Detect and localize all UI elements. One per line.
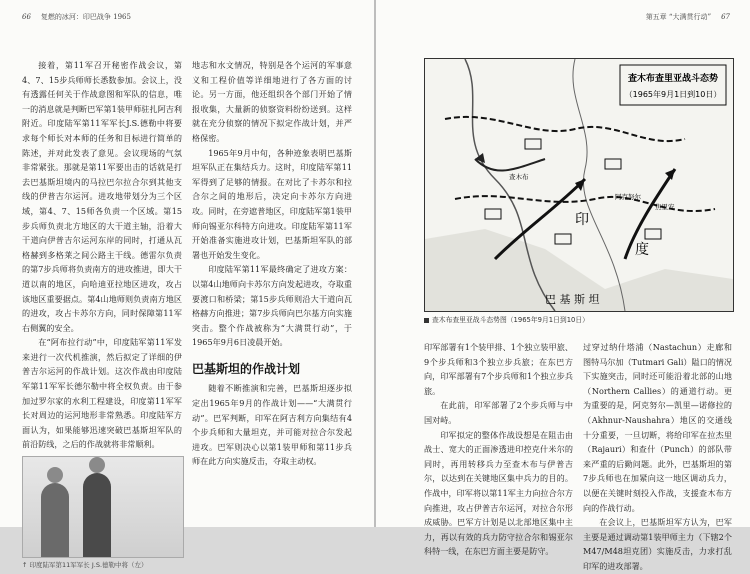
photo-caption: ↑ 印度陆军第11军军长 J.S.德勒中将（左） (22, 561, 148, 570)
left-column-1 (22, 58, 182, 570)
paragraph: 接着，第11军召开秘密作战会议，第4、7、15步兵师师长悉数参加。会议上，没有透露任何关于作战意图和军队的信息，唯一的消息就是判断巴军第1装甲师驻扎阿吉利附近。印度陆军第11军军长J.S.德勒中将要求每个师长对本师的任务和目标进行简单的陈述，并对此发表了意见。会议现场的气氛非常紧张。那就是第11军要出击的话就是打去巴基斯坦境内的马拉巴尔拉合尔到其他支线的伊普吉尔运河。进攻地带划分为三个区域，第4、7、15师各负责一个区域。第15步兵师负责北方地区的大干道主轴，沿着大干道向伊普吉尔运河东岸的同时，打通从瓦格赫到多格莱之间公路主干线。德雷尔负责的第7步兵师将负责南方的进攻推进，即大干道以南的地区，向哈迪亚拉地区进攻，攻占该地区重要据点。第4山地师则负责南方地区的进攻，攻占卡苏尔方向，同时保障第11军右侧翼的安全。 (22, 60, 182, 333)
right-page-number: 67 (721, 13, 730, 21)
map-subtitle: （1965年9月1日到10日） (624, 90, 722, 99)
right-column-1 (424, 340, 573, 574)
label-chaab: 查木布 (509, 173, 529, 181)
paragraph: 过穿过纳什塔浦（Nastachun）走廊和图特马尔加（Tutmari Gali）隘口的情况下实施突击，同时还可能沿着北部的山地（Northern Callies）的通道行动。更为重要的是，阿克努尔—凯里—诺修拉的（Akhnur-Naushahra）地区的交通线十分重要，一旦切断，将给印军在拉杰里（Rajauri）和查什（Punch）的部队带来严重的后勤问题。此外，巴基斯坦的第7步兵师也在加紧向这一地区调动兵力，以便在关键时刻投入作战，支援查木布方向的作战行动。 (583, 342, 732, 513)
map-title: 查木布查里亚战斗态势 (627, 74, 719, 84)
commander-photo (22, 456, 184, 558)
paragraph: 印军部署有1个装甲排、1个独立装甲旅、9个步兵师和3个独立步兵旅；在东巴方向，印军部署有7个步兵师和1个独立步兵旅。 (424, 342, 573, 396)
figure-left (41, 483, 69, 557)
left-header (22, 12, 131, 22)
paragraph: 1965年9月中旬，各种迹象表明巴基斯坦军队正在集结兵力。这时，印度陆军第11军得到了足够的情报。在对比了卡苏尔和拉合尔之间的地形后，决定向卡苏尔方向进攻。同时，在旁遮普地区，印度陆军第1装甲师向锡亚尔科特方向进攻。印度陆军第11军开始准备实施进攻计划，巴基斯坦军队的部署也开始发生变化。 (192, 147, 352, 260)
label-du: 度 (635, 242, 649, 258)
right-column-2 (583, 340, 732, 574)
right-page (376, 0, 750, 571)
map-caption-text: 查木布查里亚战斗态势图（1965年9月1日到10日） (432, 316, 589, 324)
battle-map (424, 58, 734, 312)
front-line (445, 117, 685, 141)
left-running-title: 复燃的冰河：印巴战争 1965 (40, 13, 131, 21)
label-akhnoor: 阿克努尔 (615, 193, 641, 201)
paragraph: 地志和水文情况，特别是各个运河的军事意义和工程价值等详细地进行了各方面的讨论。另一方面，他还组织各个部门开始了情报收集，大量新的侦察资料纷纷送到。这样就在充分侦察的情况下拟定作战计划，并严格保密。 (192, 60, 352, 143)
unit-marker (555, 234, 571, 244)
label-jaurian: 焦里安 (655, 203, 675, 211)
right-header (646, 12, 730, 22)
paragraph: 在此前，印军部署了2个步兵师与中国对峙。 (424, 400, 573, 425)
left-column-2 (192, 58, 352, 570)
right-running-title: 第五章 “大满贯行动” (645, 13, 712, 21)
map-title-box (620, 65, 726, 105)
paragraph: 印军拟定的整体作战设想是在阻击由战士、宽大的正面渗透进印控克什米尔的同时，再用转移兵力至查木布与伊普吉尔，以达到在关键地区集中兵力的目的。作战中，印军将以第11军主力向拉合尔方向推进，攻占伊普吉尔运河，对拉合尔形成威胁。巴军方计划是以北部地区集中主力，再以有效的兵力防守拉合尔和锡亚尔科特一线，在东巴方面主要是防守。 (424, 429, 573, 557)
unit-marker (485, 209, 501, 219)
section-title: 巴基斯坦的作战计划 (192, 361, 301, 376)
left-columns (22, 58, 352, 570)
figure-right (83, 473, 111, 557)
label-india: 印 (575, 212, 589, 228)
left-page (0, 0, 374, 570)
attack-arrow (495, 179, 585, 259)
paragraph: 在会议上，巴基斯坦军方认为，巴军主要是通过调动第1装甲师主力（下辖2个M47/M48坦克团）实施反击，力求打乱印军的进攻部署。 (583, 517, 732, 571)
paragraph: 随着不断推演和完善，巴基斯坦逐步拟定出1965年9月的作战计划——“大满贯行动”。巴军判断，印军在阿吉利方向集结有4个步兵师和大量坦克，并可能对拉合尔发起进攻。巴军则决心以第1装甲师和第11步兵师在此方向实施反击，夺取主动权。 (192, 383, 352, 467)
label-pakistan: 巴 基 斯 坦 (545, 293, 600, 306)
paragraph: 在“阿布拉行动”中，印度陆军第11军发来进行一次代机推演，然后拟定了详细的伊普吉尔运河的作战计划。这次作战由印度陆军第11军军长德尔勒中将全权负责。由于参加过罗尔家的水利工程建设，印度第11军军长对周边的运河地形非常熟悉。印度陆军方面认为，如果能够迅速突破巴基斯坦军队的前沿防线，之后的作战就将非常顺利。 (22, 337, 182, 450)
unit-marker (645, 229, 661, 239)
map-caption (424, 314, 589, 324)
paragraph: 印度陆军第11军最终确定了进攻方案：以第4山地师向卡苏尔方向发起进攻，夺取重要渡口和桥梁；第15步兵师则沿大干道向瓦格赫方向推进；第7步兵师向巴尔基方向实施突击。整个作战被称为“大满贯行动”，于1965年9月6日凌晨开始。 (192, 264, 352, 348)
battle-map-svg (425, 59, 733, 311)
right-columns (424, 340, 732, 574)
unit-marker (525, 139, 541, 149)
attack-arrow (625, 169, 675, 259)
unit-marker (605, 159, 621, 169)
left-page-number: 66 (22, 13, 31, 21)
